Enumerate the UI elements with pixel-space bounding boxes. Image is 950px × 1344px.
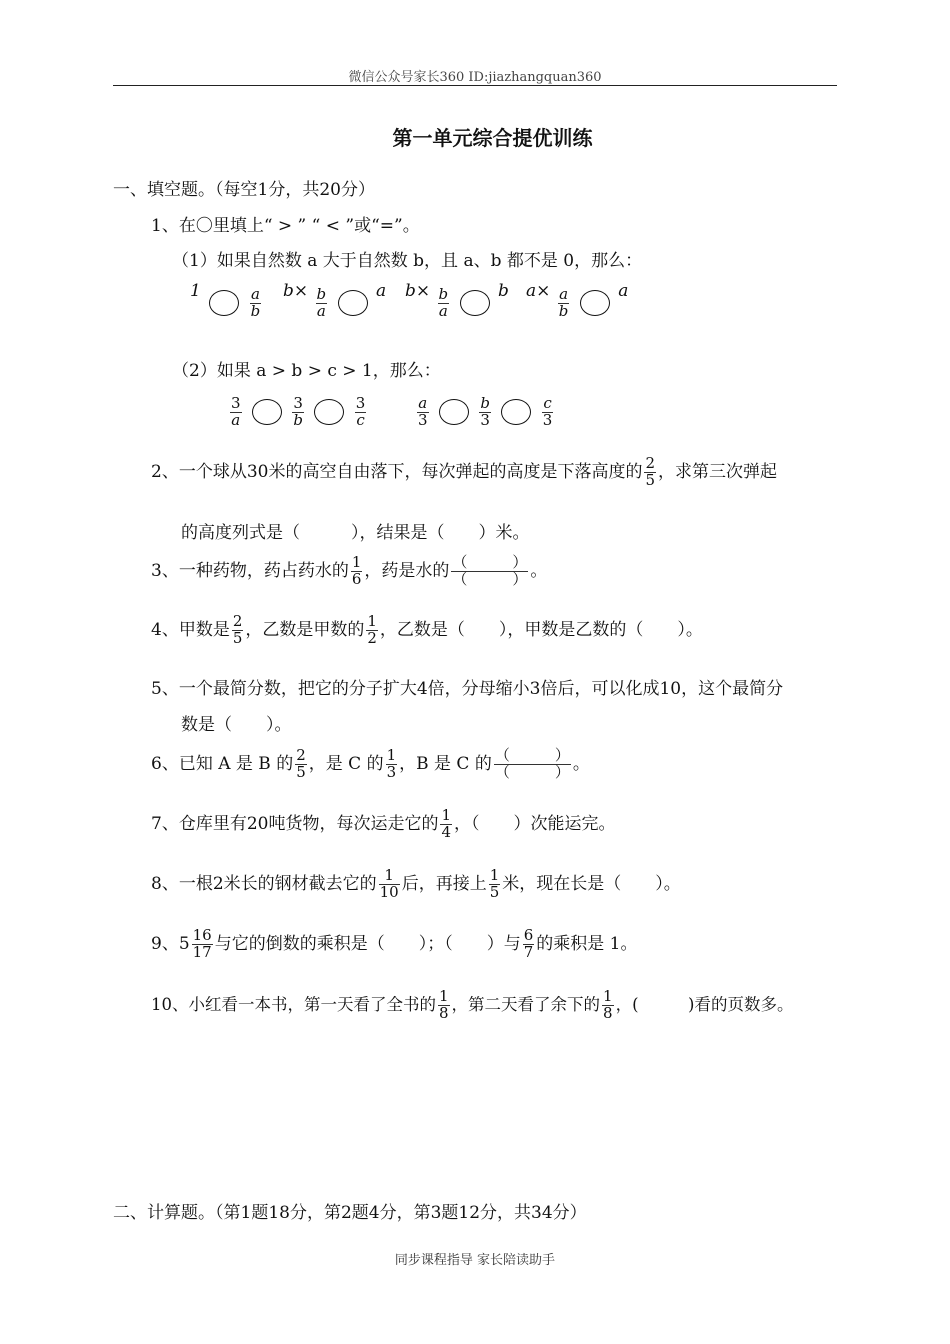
fraction: $\frac{b}{a}$ bbox=[438, 285, 449, 320]
q1-item2 bbox=[283, 280, 387, 320]
q1-item1-left: 1 bbox=[190, 280, 201, 301]
fraction: $\frac{1}{8}$ bbox=[439, 987, 449, 1022]
q1-sub1: （1）如果自然数 a 大于自然数 b，且 a、b 都不是 0，那么： bbox=[172, 251, 643, 271]
q5-line2: 数是（ ）。 bbox=[181, 715, 292, 735]
q10: 10、小红看一本书，第一天看了全书的 $\frac{1}{8}$ ，第二天看了余下的 $\frac{1}{8}$ ，( )看的页数多。 bbox=[151, 987, 794, 1022]
q8: 8、一根2米长的钢材截去它的 $\frac{1}{10}$ 后，再接上 $\frac{1}{5}$ 米，现在长是（ ）。 bbox=[151, 866, 681, 901]
page-footer: 同步课程指导 家长陪读助手 bbox=[394, 1253, 556, 1268]
compare-circle[interactable] bbox=[209, 290, 239, 316]
q1-item4-right: a bbox=[618, 280, 629, 301]
q4: 4、甲数是 $\frac{2}{5}$ ，乙数是甲数的 $\frac{1}{2}$ ，乙数是（ ），甲数是乙数的（ ）。 bbox=[151, 612, 703, 647]
fraction: $\frac{2}{5}$ bbox=[296, 746, 306, 781]
fraction: $\frac{3}{c}$ bbox=[355, 394, 366, 429]
fraction: $\frac{1}{3}$ bbox=[386, 746, 397, 781]
q1-item2-right: a bbox=[375, 280, 387, 301]
fraction: $\frac{6}{7}$ bbox=[523, 926, 534, 961]
q1-item4-left: a× bbox=[526, 280, 551, 301]
q2-text: 2、一个球从30米的高空自由落下，每次弹起的高度是下落高度的 bbox=[151, 461, 643, 482]
section2-heading: 二、计算题。（第1题18分，第2题4分，第3题12分，共34分） bbox=[113, 1203, 587, 1223]
compare-circle[interactable] bbox=[439, 399, 469, 425]
q1-sub2-group1 bbox=[228, 396, 368, 429]
fraction: $\frac{a}{3}$ bbox=[418, 394, 428, 429]
fraction: $\frac{2}{5}$ bbox=[645, 454, 655, 489]
q1-item3-left: b× bbox=[405, 280, 431, 301]
compare-circle[interactable] bbox=[580, 290, 610, 316]
section1-heading: 一、填空题。（每空1分，共20分） bbox=[113, 180, 375, 200]
q2-text-end: ，求第三次弹起 bbox=[658, 461, 777, 482]
header-rule bbox=[113, 85, 837, 86]
q3: 3、一种药物，药占药水的 $\frac{1}{6}$ ，药是水的 $\frac{( )}{( )}$ 。 bbox=[151, 553, 548, 588]
fraction: $\frac{1}{2}$ bbox=[367, 612, 377, 647]
q1-item3-right: b bbox=[497, 280, 509, 301]
fraction: $\frac{c}{3}$ bbox=[542, 394, 553, 429]
q2-line1 bbox=[151, 456, 777, 489]
fraction: $\frac{b}{a}$ bbox=[316, 285, 327, 320]
fraction: $\frac{16}{17}$ bbox=[192, 926, 212, 961]
fraction: $\frac{2}{5}$ bbox=[232, 612, 243, 647]
q1-sub2: （2）如果 a > b > c > 1，那么： bbox=[172, 361, 441, 381]
q5-line1: 5、一个最简分数，把它的分子扩大4倍，分母缩小3倍后，可以化成10，这个最简分 bbox=[151, 679, 784, 699]
q1-item3 bbox=[405, 280, 509, 320]
q1-item2-left: b× bbox=[283, 280, 309, 301]
compare-circle[interactable] bbox=[460, 290, 490, 316]
fraction: $\frac{3}{a}$ bbox=[231, 394, 241, 429]
fraction: $\frac{b}{3}$ bbox=[480, 394, 490, 429]
page-title: 第一单元综合提优训练 bbox=[392, 126, 593, 150]
q1-item4 bbox=[526, 280, 629, 320]
q2-line2: 的高度列式是（ ），结果是（ ）米。 bbox=[181, 523, 530, 543]
fraction: $\frac{1}{10}$ bbox=[379, 866, 399, 901]
fraction: $\frac{1}{5}$ bbox=[489, 866, 500, 901]
compare-circle[interactable] bbox=[252, 399, 282, 425]
fraction: $\frac{1}{8}$ bbox=[603, 987, 613, 1022]
q1-item1 bbox=[190, 280, 263, 320]
q9: 9、5 $\frac{16}{17}$ 与它的倒数的乘积是（ ）；（ ）与 $\frac{6}{7}$ 的乘积是 1。 bbox=[151, 926, 638, 961]
q1-stem: 1、在〇里填上“ > ” “ < ”或“=”。 bbox=[151, 216, 420, 236]
compare-circle[interactable] bbox=[314, 399, 344, 425]
fraction: $\frac{1}{6}$ bbox=[351, 553, 362, 588]
fraction: $\frac{3}{b}$ bbox=[293, 394, 303, 429]
compare-circle[interactable] bbox=[501, 399, 531, 425]
fraction: $\frac{a}{b}$ bbox=[558, 285, 569, 320]
q6: 6、已知 A 是 B 的 $\frac{2}{5}$ ，是 C 的 $\frac{1}{3}$ ，B 是 C 的 $\frac{( )}{( )}$ 。 bbox=[151, 746, 590, 781]
fraction: $\frac{1}{4}$ bbox=[441, 806, 451, 841]
compare-circle[interactable] bbox=[338, 290, 368, 316]
fraction: $\frac{a}{b}$ bbox=[250, 285, 261, 320]
q7: 7、仓库里有20吨货物，每次运走它的 $\frac{1}{4}$ ，（ ）次能运完。 bbox=[151, 806, 616, 841]
answer-fraction-blank[interactable]: $\frac{( )}{( )}$ bbox=[452, 553, 528, 588]
q1-sub2-group2 bbox=[415, 396, 555, 429]
page-header: 微信公众号家长360 ID:jiazhangquan360 bbox=[348, 70, 602, 85]
answer-fraction-blank[interactable]: $\frac{( )}{( )}$ bbox=[494, 746, 570, 781]
